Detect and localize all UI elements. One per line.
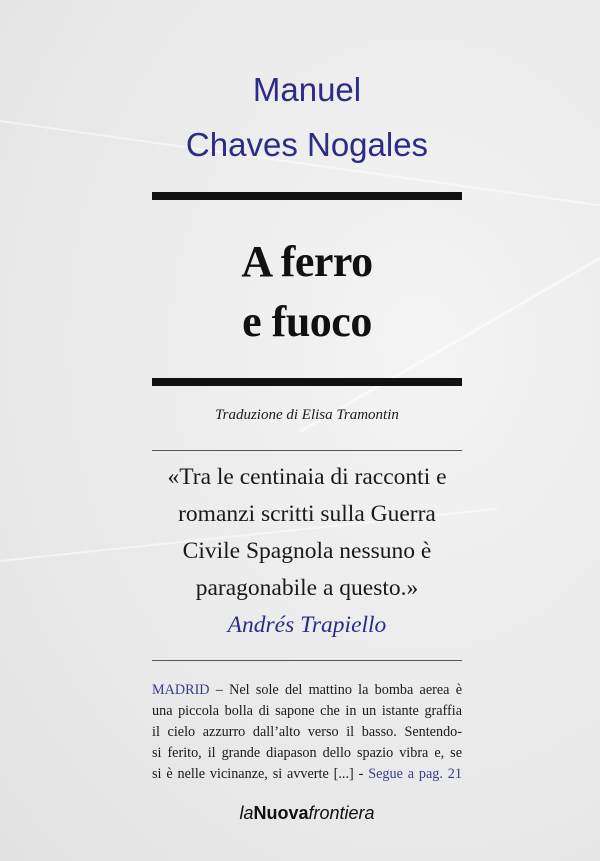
divider-bar-bottom	[152, 378, 462, 386]
logo-part: frontiera	[308, 803, 375, 823]
excerpt-text: – Nel sole del mattino la bomba aerea è	[209, 682, 462, 698]
title-line: e fuoco	[242, 297, 372, 346]
divider-bar-top	[152, 192, 462, 200]
logo-part: la	[239, 803, 254, 823]
publisher-logo	[152, 803, 462, 824]
quote-line: paragonabile a questo.»	[195, 575, 419, 601]
excerpt	[152, 680, 462, 785]
divider-line	[152, 450, 462, 451]
quote-line: romanzi scritti sulla Guerra	[178, 501, 436, 527]
translator-credit: Traduzione di Elisa Tramontin	[215, 407, 399, 423]
excerpt-line: il cielo azzurro dall’alto verso il basso. Sentendo-	[152, 724, 462, 740]
excerpt-line: si ferito, il grande diapason dello spazio vibra e, se	[152, 745, 462, 761]
excerpt-text: si è nelle vicinanze, si avverte [...] -	[152, 766, 369, 782]
excerpt-place: MADRID	[152, 682, 210, 698]
author-line: Chaves Nogales	[185, 126, 429, 163]
blurb-quote	[152, 459, 462, 644]
continued-reference: Segue a pag. 21	[368, 766, 462, 782]
quote-attribution: Andrés Trapiello	[227, 612, 387, 638]
quote-line: «Tra le centinaia di racconti e	[167, 464, 447, 490]
book-title	[152, 232, 462, 352]
author-line: Manuel	[252, 71, 362, 108]
quote-line: Civile Spagnola nessuno è	[182, 538, 432, 564]
divider-line	[152, 660, 462, 661]
excerpt-line: una piccola bolla di sapone che in un istante graffia	[152, 703, 462, 719]
logo-part: Nuova	[253, 803, 309, 823]
title-line: A ferro	[241, 237, 373, 286]
author-name	[152, 62, 462, 172]
